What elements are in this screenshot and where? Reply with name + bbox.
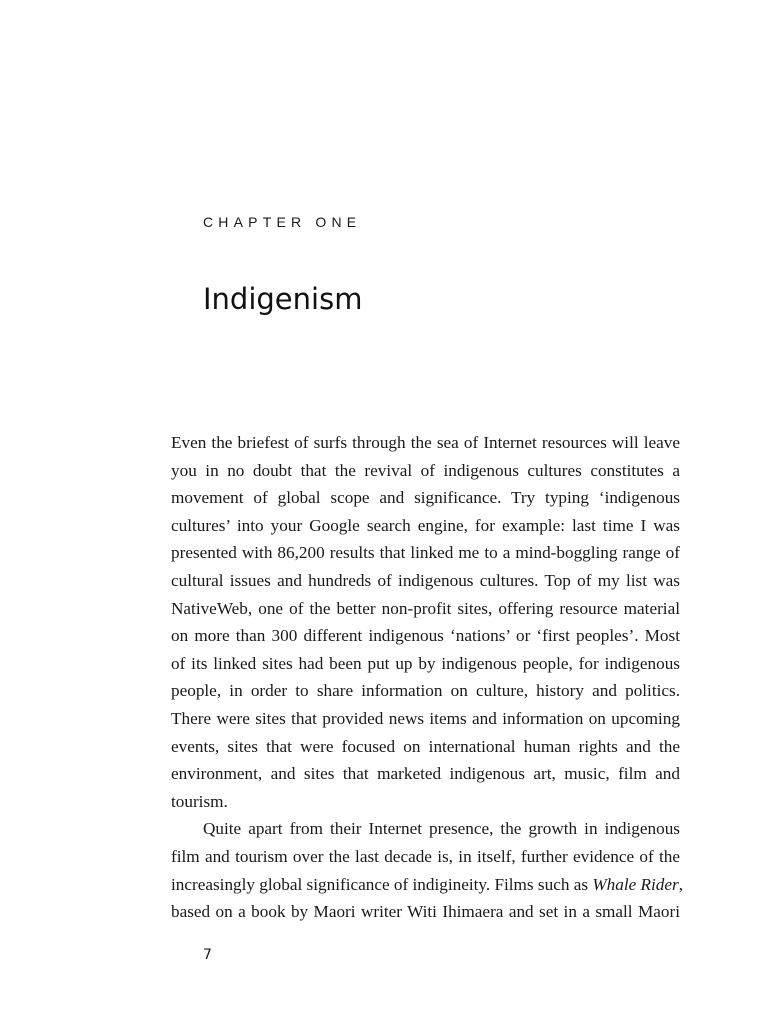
chapter-label: CHAPTER ONE (203, 214, 362, 230)
text-line: events, sites that were focused on international human rights and the (171, 736, 680, 756)
text-segment: increasingly global significance of indigineity. Films such as (171, 874, 593, 894)
text-line (171, 871, 684, 899)
film-title: Whale Rider (592, 874, 679, 894)
paragraph-2 (171, 815, 684, 925)
text-line: movement of global scope and significance. Try typing ‘indigenous (171, 488, 680, 508)
text-line: film and tourism over the last decade is, in itself, further evidence of the (171, 846, 680, 866)
text-line: based on a book by Maori writer Witi Ihimaera and set in a small Maori (171, 902, 680, 922)
body-text (171, 429, 684, 926)
text-line: cultural issues and hundreds of indigenous cultures. Top of my list was (171, 570, 680, 590)
text-line: you in no doubt that the revival of indigenous cultures constitutes a (171, 460, 680, 480)
text-line: people, in order to share information on culture, history and politics. (171, 681, 680, 701)
chapter-title: Indigenism (203, 282, 363, 316)
text-line: presented with 86,200 results that linked me to a mind-boggling range of (171, 543, 680, 563)
paragraph-1 (171, 429, 680, 815)
page-number: 7 (203, 947, 212, 963)
text-line: on more than 300 different indigenous ‘nations’ or ‘first peoples’. Most (171, 626, 680, 646)
text-line: cultures’ into your Google search engine, for example: last time I was (171, 515, 680, 535)
text-line: tourism. (171, 791, 228, 811)
text-line: There were sites that provided news items and information on upcoming (171, 708, 680, 728)
text-line: environment, and sites that marketed indigenous art, music, film and (171, 764, 680, 784)
text-line: Quite apart from their Internet presence, the growth in indigenous (203, 819, 680, 839)
text-line: NativeWeb, one of the better non-profit sites, offering resource material (171, 598, 680, 618)
text-line: Even the briefest of surfs through the sea of Internet resources will leave (171, 433, 680, 452)
text-line: of its linked sites had been put up by indigenous people, for indigenous (171, 653, 680, 673)
text-segment: , (678, 874, 684, 894)
